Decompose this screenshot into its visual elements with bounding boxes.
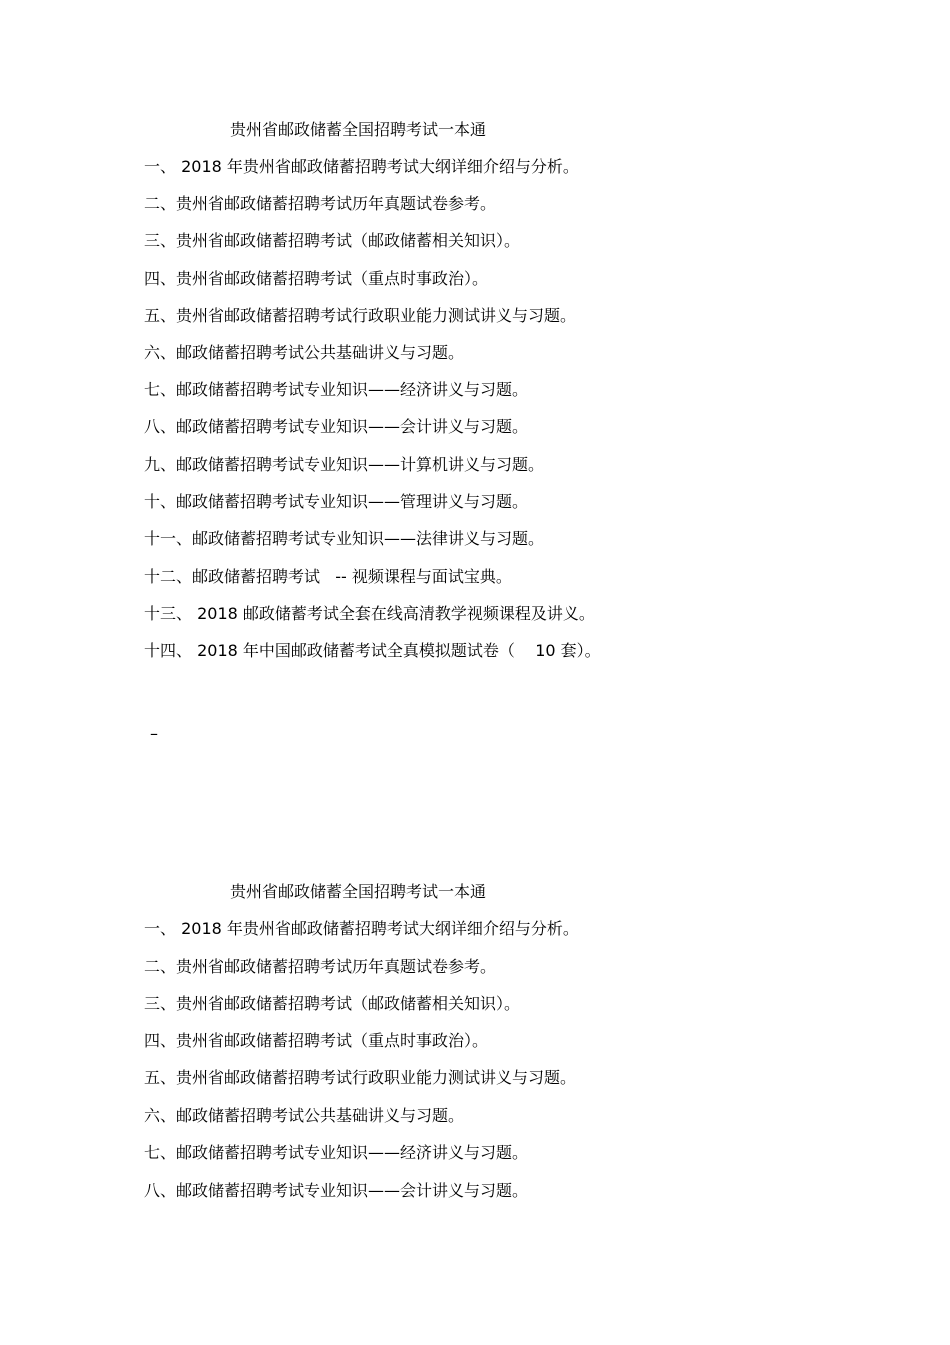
toc-item-2: 二、贵州省邮政储蓄招聘考试历年真题试卷参考。	[144, 194, 497, 213]
toc-item-3: 三、贵州省邮政储蓄招聘考试（邮政储蓄相关知识）。	[144, 231, 521, 250]
toc-item-8: 八、邮政储蓄招聘考试专业知识——会计讲义与习题。	[144, 417, 529, 436]
toc-item-3: 三、贵州省邮政储蓄招聘考试（邮政储蓄相关知识）。	[144, 994, 521, 1013]
toc-item-5: 五、贵州省邮政储蓄招聘考试行政职业能力测试讲义与习题。	[144, 306, 577, 325]
section-title: 贵州省邮政储蓄全国招聘考试一本通	[230, 120, 487, 139]
section-title: 贵州省邮政储蓄全国招聘考试一本通	[230, 882, 487, 901]
toc-item-4: 四、贵州省邮政储蓄招聘考试（重点时事政治）。	[144, 1031, 489, 1050]
toc-item-7: 七、邮政储蓄招聘考试专业知识——经济讲义与习题。	[144, 380, 529, 399]
toc-item-1: 一、 2018 年贵州省邮政储蓄招聘考试大纲详细介绍与分析。	[144, 919, 579, 938]
toc-item-14: 十四、 2018 年中国邮政储蓄考试全真模拟题试卷（ 10 套）。	[144, 641, 601, 660]
toc-item-1: 一、 2018 年贵州省邮政储蓄招聘考试大纲详细介绍与分析。	[144, 157, 579, 176]
toc-item-11: 十一、邮政储蓄招聘考试专业知识——法律讲义与习题。	[144, 529, 545, 548]
toc-item-5: 五、贵州省邮政储蓄招聘考试行政职业能力测试讲义与习题。	[144, 1068, 577, 1087]
toc-item-6: 六、邮政储蓄招聘考试公共基础讲义与习题。	[144, 343, 465, 362]
toc-item-9: 九、邮政储蓄招聘考试专业知识——计算机讲义与习题。	[144, 455, 545, 474]
toc-item-12: 十二、邮政储蓄招聘考试 -- 视频课程与面试宝典。	[144, 567, 512, 586]
toc-item-7: 七、邮政储蓄招聘考试专业知识——经济讲义与习题。	[144, 1143, 529, 1162]
toc-item-4: 四、贵州省邮政储蓄招聘考试（重点时事政治）。	[144, 269, 489, 288]
toc-item-2: 二、贵州省邮政储蓄招聘考试历年真题试卷参考。	[144, 957, 497, 976]
toc-item-13: 十三、 2018 邮政储蓄考试全套在线高清教学视频课程及讲义。	[144, 604, 595, 623]
page-separator-mark: –	[150, 724, 158, 743]
toc-item-10: 十、邮政储蓄招聘考试专业知识——管理讲义与习题。	[144, 492, 529, 511]
toc-item-8: 八、邮政储蓄招聘考试专业知识——会计讲义与习题。	[144, 1181, 529, 1200]
toc-item-6: 六、邮政储蓄招聘考试公共基础讲义与习题。	[144, 1106, 465, 1125]
